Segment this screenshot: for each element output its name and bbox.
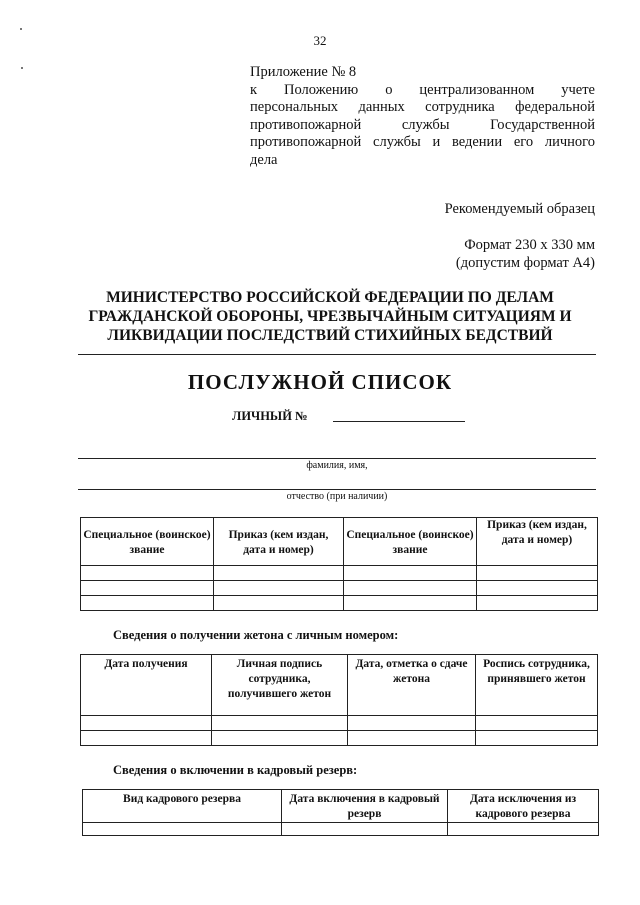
table-header-cell: Дата включения в кадровый резерв: [282, 790, 448, 823]
appendix-line: Приложение № 8: [250, 64, 357, 80]
patronymic-caption: отчество (при наличии): [286, 491, 388, 502]
table-row: [81, 731, 598, 746]
table-header-cell: Дата, отметка о сдаче жетона: [348, 655, 476, 716]
page-number: 32: [313, 33, 327, 48]
table-header-cell: Роспись сотрудника, принявшего жетон: [476, 655, 598, 716]
table-header-cell: Личная подпись сотрудника, получившего жетон: [212, 655, 348, 716]
table-cell[interactable]: [282, 823, 448, 836]
table-cell[interactable]: [477, 596, 598, 611]
table-cell[interactable]: [83, 823, 282, 836]
table-cell[interactable]: [348, 731, 476, 746]
table-header-cell: Специальное (воинское) звание: [81, 518, 214, 566]
table-header-cell: Приказ (кем издан, дата и номер): [477, 518, 598, 566]
table-header-cell: Дата исключения из кадрового резерва: [448, 790, 599, 823]
table-cell[interactable]: [448, 823, 599, 836]
table-header-cell: Специальное (воинское) звание: [344, 518, 477, 566]
recommended-sample: Рекомендуемый образец: [444, 201, 595, 217]
table-row: [81, 566, 598, 581]
table-cell[interactable]: [477, 566, 598, 581]
appendix-line: дела: [250, 151, 278, 168]
table-cell[interactable]: [81, 596, 214, 611]
table-cell[interactable]: [348, 716, 476, 731]
table-row: [81, 596, 598, 611]
table-cell[interactable]: [212, 731, 348, 746]
table-cell[interactable]: [81, 566, 214, 581]
personal-number-label: ЛИЧНЫЙ №: [232, 409, 308, 423]
table-header-row: [83, 790, 599, 823]
token-section-heading: Сведения о получении жетона с личным номером:: [113, 628, 399, 642]
rank-table: [80, 517, 598, 611]
table-header-cell: Приказ (кем издан, дата и номер): [214, 518, 344, 566]
name-field-line[interactable]: [78, 458, 596, 459]
table-header-cell: Вид кадрового резерва: [83, 790, 282, 823]
divider-line: [78, 354, 596, 355]
table-row: [81, 581, 598, 596]
patronymic-field-line[interactable]: [78, 489, 596, 490]
table-cell[interactable]: [476, 716, 598, 731]
table-header-row: [81, 518, 598, 566]
name-caption: фамилия, имя,: [306, 460, 368, 471]
table-cell[interactable]: [81, 716, 212, 731]
table-row: [83, 823, 599, 836]
reserve-section-heading: Сведения о включении в кадровый резерв:: [113, 763, 358, 777]
ministry-line: МИНИСТЕРСТВО РОССИЙСКОЙ ФЕДЕРАЦИИ ПО ДЕЛАМ: [106, 289, 554, 306]
appendix-line: противопожарной службы и ведении его личного: [250, 134, 595, 150]
table-cell[interactable]: [81, 731, 212, 746]
scan-speck: [20, 28, 22, 30]
ministry-line: ЛИКВИДАЦИИ ПОСЛЕДСТВИЙ СТИХИЙНЫХ БЕДСТВИЙ: [107, 327, 553, 344]
table-cell[interactable]: [214, 596, 344, 611]
reserve-table: [82, 789, 599, 836]
format-line-2: (допустим формат А4): [455, 255, 595, 271]
table-cell[interactable]: [344, 596, 477, 611]
ministry-header: [60, 288, 600, 345]
table-cell[interactable]: [212, 716, 348, 731]
table-cell[interactable]: [476, 731, 598, 746]
appendix-line: противопожарной службы Государственной: [250, 116, 595, 133]
table-cell[interactable]: [214, 581, 344, 596]
document-title: ПОСЛУЖНОЙ СПИСОК: [187, 370, 453, 394]
appendix-line: к Положению о централизованном учете: [250, 81, 595, 98]
appendix-note: [250, 64, 595, 169]
token-table: [80, 654, 598, 746]
table-cell[interactable]: [344, 581, 477, 596]
table-cell[interactable]: [344, 566, 477, 581]
ministry-line: ГРАЖДАНСКОЙ ОБОРОНЫ, ЧРЕЗВЫЧАЙНЫМ СИТУАЦИЯМ И: [88, 308, 572, 325]
table-cell[interactable]: [477, 581, 598, 596]
personal-number-field[interactable]: [333, 421, 465, 422]
table-cell[interactable]: [81, 581, 214, 596]
scan-speck: [21, 67, 23, 69]
table-cell[interactable]: [214, 566, 344, 581]
table-row: [81, 716, 598, 731]
table-header-cell: Дата получения: [81, 655, 212, 716]
appendix-line: персональных данных сотрудника федеральной: [250, 99, 595, 115]
format-line-1: Формат 230 х 330 мм: [464, 237, 595, 253]
table-header-row: [81, 655, 598, 716]
